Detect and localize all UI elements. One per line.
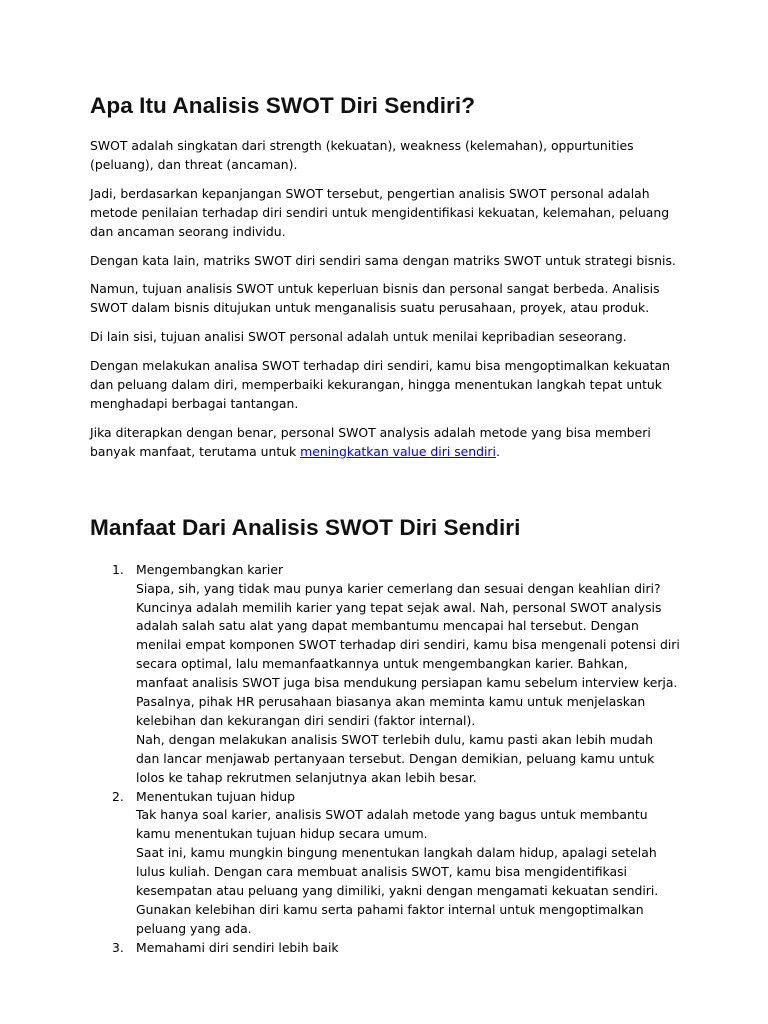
list-item xyxy=(90,561,680,788)
section-title-swot: Apa Itu Analisis SWOT Diri Sendiri? xyxy=(90,93,476,118)
list-item-number: 3. xyxy=(112,939,124,955)
benefits-list xyxy=(90,561,680,958)
document-content xyxy=(90,93,680,958)
paragraph-benefit-analysis: Dengan melakukan analisa SWOT terhadap diri sendiri, kamu bisa mengoptimalkan kekuatan dan peluang dalam diri, memperbaiki kekurangan, hingga menentukan langkah tepat untuk menghadapi berbagai tantangan. xyxy=(90,358,670,411)
paragraph-personal-swot: Jadi, berdasarkan kepanjangan SWOT tersebut, pengertian analisis SWOT personal adalah metode penilaian terhadap diri sendiri untuk mengidentifikasi kekuatan, kelemahan, peluang dan ancaman seorang individu. xyxy=(90,185,670,239)
paragraph-value-text: Jika diterapkan dengan benar, personal SWOT analysis adalah metode yang bisa memberi banyak manfaat, terutama untuk xyxy=(90,424,651,459)
paragraph-value-end: . xyxy=(495,443,500,459)
list-item xyxy=(90,788,680,939)
section-title-benefits: Manfaat Dari Analisis SWOT Diri Sendiri xyxy=(90,514,521,540)
paragraph-matrix: Dengan kata lain, matriks SWOT diri sendiri sama dengan matriks SWOT untuk strategi bisnis. xyxy=(90,252,676,268)
paragraph-personality: Di lain sisi, tujuan analisi SWOT personal adalah untuk menilai kepribadian seseorang. xyxy=(90,329,627,345)
list-item-text: Tak hanya soal karier, analisis SWOT adalah metode yang bagus untuk membantu kamu menentukan tujuan hidup secara umum. xyxy=(136,807,648,842)
list-item-number: 2. xyxy=(112,788,124,804)
list-item-heading: Memahami diri sendiri lebih baik xyxy=(136,939,339,955)
list-item-number: 1. xyxy=(112,561,124,577)
list-item-text: Saat ini, kamu mungkin bingung menentukan langkah dalam hidup, apalagi setelah lulus kuliah. Dengan cara membuat analisis SWOT, kamu bisa mengidentifikasi kesempatan atau peluang yang dimiliki, yakni dengan mengamati kekuatan sendiri. Gunakan kelebihan diri kamu serta pahami faktor internal untuk mengoptimalkan peluang yang ada. xyxy=(136,845,659,936)
list-item xyxy=(90,939,680,958)
list-item-heading: Mengembangkan karier xyxy=(136,561,284,577)
list-item-text: Siapa, sih, yang tidak mau punya karier cemerlang dan sesuai dengan keahlian diri? Kuncinya adalah memilih karier yang tepat sejak awal. Nah, personal SWOT analysis adalah salah satu alat yang dapat membantumu mencapai hal tersebut. Dengan menilai empat komponen SWOT terhadap diri sendiri, kamu bisa mengenali potensi diri secara optimal, lalu memanfaatkannya untuk mengembangkan karier. Bahkan, manfaat analisis SWOT juga bisa mendukung persiapan kamu sebelum interview kerja. Pasalnya, pihak HR perusahaan biasanya akan meminta kamu untuk menjelaskan kelebihan dan kekurangan diri sendiri (faktor internal). xyxy=(136,580,680,728)
paragraph-definition: SWOT adalah singkatan dari strength (kekuatan), weakness (kelemahan), oppurtunities (peluang), dan threat (ancaman). xyxy=(90,138,634,172)
list-item-text: Nah, dengan melakukan analisis SWOT terlebih dulu, kamu pasti akan lebih mudah dan lancar menjawab pertanyaan tersebut. Dengan demikian, peluang kamu untuk lolos ke tahap rekrutmen selanjutnya akan lebih besar. xyxy=(136,731,655,785)
paragraph-business-vs-personal: Namun, tujuan analisis SWOT untuk keperluan bisnis dan personal sangat berbeda. Analisis SWOT dalam bisnis ditujukan untuk menganalisis suatu perusahaan, proyek, atau produk. xyxy=(90,281,660,316)
paragraph-value xyxy=(90,424,680,462)
list-item-heading: Menentukan tujuan hidup xyxy=(136,788,295,804)
improve-value-link[interactable]: meningkatkan value diri sendiri xyxy=(300,443,496,459)
